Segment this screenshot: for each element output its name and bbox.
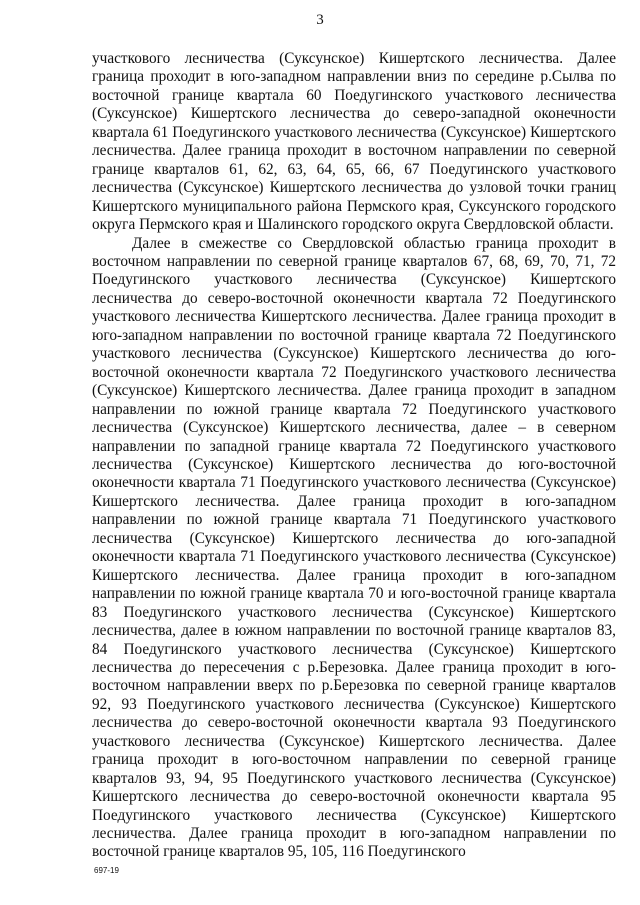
paragraph-sverdlovsk-border: Далее в смежестве со Свердловской областью граница проходит в восточном направлении по северной границе кварталов 67, 68, 69, 70, 71, 72 Поедугинского участкового лесничества (Суксунское) Кишертского лесничества до северо-восточной оконечности квартала 72 Поедугинского участкового лесничества Кишертского лесничества. Далее граница проходит в юго-западном направлении по восточной границе квартала 72 Поедугинского участкового лесничества (Суксунское) Кишертского лесничества до юго-восточной оконечности квартала 72 Поедугинского участкового лесничества (Суксунское) Кишертского лесничества. Далее граница проходит в западном направлении по южной границе квартала 72 Поедугинского участкового лесничества (Суксунское) Кишертского лесничества, далее – в северном направлении по западной границе квартала 72 Поедугинского участкового лесничества (Суксунское) Кишертского лесничества до юго-восточной оконечности квартала 71 Поедугинского участкового лесничества (Суксунское) Кишертского лесничества. Далее граница проходит в юго-западном направлении по южной границе квартала 71 Поедугинского участкового лесничества (Суксунское) Кишертского лесничества до юго-западной оконечности квартала 71 Поедугинского участкового лесничества (Суксунское) Кишертского лесничества. Далее граница проходит в юго-западном направлении по южной границе квартала 70 и юго-восточной границе квартала 83 Поедугинского участкового лесничества (Суксунское) Кишертского лесничества, далее в южном направлении по восточной границе кварталов 83, 84 Поедугинского участкового лесничества (Суксунское) Кишертского лесничества до пересечения с р.Березовка. Далее граница проходит в юго-восточном направлении вверх по р.Березовка по северной границе кварталов 92, 93 Поедугинского участкового лесничества (Суксунское) Кишертского лесничества до северо-восточной оконечности квартала 93 Поедугинского участкового лесничества (Суксунское) Кишертского лесничества. Далее граница проходит в юго-восточном направлении по северной границе кварталов 93, 94, 95 Поедугинского участкового лесничества (Суксунское) Кишертского лесничества до северо-восточной оконечности квартала 95 Поедугинского участкового лесничества (Суксунское) Кишертского лесничества. Далее граница проходит в юго-западном направлении по восточной границе кварталов 95, 105, 116 Поедугинского — [92, 234, 616, 861]
page-number: 3 — [316, 12, 324, 28]
paragraph-continuation: участкового лесничества (Суксунское) Кишертского лесничества. Далее граница проходит в юго-западном направлении вниз по середине р.Сылва по восточной границе квартала 60 Поедугинского участкового лесничества (Суксунское) Кишертского лесничества до северо-западной оконечности квартала 61 Поедугинского участкового лесничества (Суксунское) Кишертского лесничества. Далее граница проходит в восточном направлении по северной границе кварталов 61, 62, 63, 64, 65, 66, 67 Поедугинского участкового лесничества (Суксунское) Кишертского лесничества до узловой точки границ Кишертского муниципального района Пермского края, Суксунского городского округа Пермского края и Шалинского городского округа Свердловской области. — [92, 50, 616, 234]
document-code: 697-19 — [94, 866, 119, 875]
body-text — [92, 50, 616, 862]
